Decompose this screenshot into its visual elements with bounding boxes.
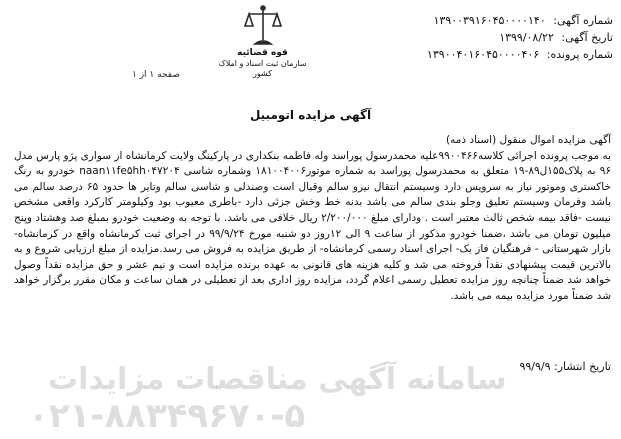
- scales-of-justice-icon: [243, 4, 283, 48]
- notice-paragraph: به موجب پرونده اجرائی کلاسه۹۹۰۰۴۶۶علیه محمدرسول پوراسد وله فاطمه بنکداری در پارکینگ ولایت کرمانشاه از سواری پژو پارس مدل ۹۶ به پلاک۱۵۵ل۸۹-۱۹ متعلق به محمدرسول پوراسد به شماره موتور۱۸۱۰۰۴۰۰۶ وشماره شاسی naan۱۱fe۵hh۰۴۷۲۰۴ خودرو به رنگ خاکستری وموتور نیاز به سرویس دارد وسیستم انتقال نیرو سالم وقبال است وصندلی و شاسی سالم وتایر ها حدود ۶۵ درصد سالم می باشد وفرمان وسیستم تعلیق وجلو بندی سالم می باشد بدنه خط وخش جزئی دارد -باطری معیوب بود وکیلومتر کارکرد واقعی مشخص نیست -فاقد بیمه شخص ثالث معتبر است . ودارای مبلغ ۲/۲۰۰/۰۰۰ ریال خلافی می باشد. با توجه به وضعیت خودرو بمبلغ صد وهشتاد وپنج میلیون تومان می باشد ،ضمنا خودرو مذکور از ساعت ۹ الی ۱۲روز دو شنبه مورخ ۹۹/۹/۲۴ در اجرای ثبت کرمانشاه واقع در کرمانشاه- بازار شهرستانی - فرهنگیان فاز یک- اجرای اسناد رسمی کرمانشاه- از طریق مزایده به فروش می رسد.مزایده از مبلغ ارزیابی شروع و به بالاترین قیمت پیشنهادی نقداً فروخته می شد و کلیه هزینه های قانونی به عهده برنده مزایده است و نیم عشر و حق مزایده نقداً وصول خواهد شد ضمناً چنانچه روز مزایده تعطیل رسمی اعلام گردد، مزایده روز اداری بعد از تعطیلی در همان ساعت و مکان مقرر برگزار خواهد شد ضمناً مورد مزایده بیمه می باشد.: [14, 149, 611, 302]
- notice-title: آگهی مزایده اتومبیل: [249, 108, 372, 122]
- page-indicator: صفحه ۱ از ۱: [132, 70, 180, 80]
- watermark-phone: ۰۲۱-۸۸۳۴۹۶۷۰-۵: [28, 396, 306, 436]
- org-name-line2: سازمان ثبت اسناد و املاک کشور: [218, 59, 307, 78]
- notice-meta: [353, 12, 613, 63]
- ad-date: ۱۳۹۹/۰۸/۲۲: [499, 31, 554, 44]
- registry-emblem: [215, 4, 310, 76]
- ad-date-row: [353, 29, 613, 46]
- notice-subtitle: آگهی مزایده اموال منقول (اسناد ذمه): [445, 134, 611, 146]
- org-name-line1: قوه قضائیه: [237, 48, 288, 58]
- notice-body: [14, 133, 611, 305]
- watermark-title: سامانه آگهی مناقصات مزایدات: [48, 362, 507, 397]
- file-number: ۱۳۹۰۰۴۰۱۶۰۴۵۰۰۰۰۴۰۶: [426, 48, 540, 61]
- ad-number-row: [353, 12, 613, 29]
- publication-date-row: [519, 360, 611, 373]
- ad-number-label: شماره آگهی:: [553, 14, 613, 27]
- file-number-label: شماره پرونده:: [546, 48, 613, 61]
- ad-date-label: تاریخ آگهی:: [561, 31, 613, 44]
- publication-date: ۹۹/۹/۹: [519, 360, 551, 373]
- publication-date-label: تاریخ انتشار:: [553, 360, 611, 373]
- ad-number: ۱۳۹۰۰۳۹۱۶۰۴۵۰۰۰۰۱۴۰: [433, 14, 546, 27]
- file-number-row: [353, 46, 613, 63]
